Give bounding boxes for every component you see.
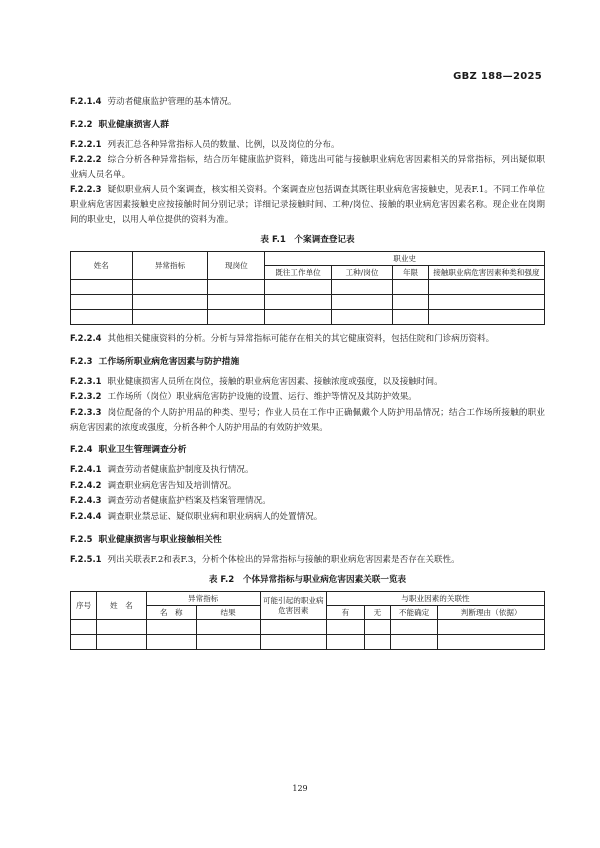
t2-header-item: 名 称: [146, 606, 196, 620]
standard-number: GBZ 188—2025: [453, 71, 542, 82]
clause-f251: F.2.5.1 列出关联表F.2和表F.3，分析个体检出的异常指标与接触的职业病危害因素是否存在关联性。: [70, 553, 460, 565]
clause-f243: F.2.4.3 调查劳动者健康监护档案及档案管理情况。: [70, 495, 271, 507]
clause-f224: F.2.2.4 其他相关健康资料的分析。分析与异常指标可能存在相关的其它健康资料，包括住院和门诊病历资料。: [70, 333, 495, 345]
t2-header-reason: 判断理由（依据）: [438, 606, 545, 620]
table-row: [71, 620, 545, 635]
table-row: [71, 310, 545, 325]
t2-header-result: 结果: [196, 606, 260, 620]
page-number: 129: [292, 784, 308, 793]
t2-header-factor: 可能引起的职业病危害因素: [260, 592, 326, 620]
clause-f221: F.2.2.1 列表汇总各种异常指标人员的数量、比例，以及岗位的分布。: [70, 138, 340, 150]
section-f23-heading: F.2.3 工作场所职业病危害因素与防护措施: [70, 355, 240, 367]
document-body: [70, 94, 545, 650]
t1-header-abnormal: 异常指标: [132, 252, 208, 280]
clause-f244: F.2.4.4 调查职业禁忌证、疑似职业病和职业病病人的处置情况。: [70, 510, 323, 522]
clause-f242: F.2.4.2 调查职业病危害告知及培训情况。: [70, 479, 237, 491]
t1-header-years: 年限: [393, 266, 429, 280]
clause-f232: F.2.3.2 工作场所（岗位）职业病危害防护设施的设置、运行、维护等情况及其防护效果。: [70, 391, 417, 403]
t2-header-name: 姓 名: [97, 592, 147, 620]
clause-f222: F.2.2.2 综合分析各种异常指标，结合历年健康监护资料，筛选出可能与接触职业病危害因素相关的异常指标，列出疑似职业病人员名单。: [70, 154, 545, 180]
table-f2: [70, 591, 545, 650]
t2-header-abnormal: 异常指标: [146, 592, 260, 606]
t2-header-no-relation: 无: [364, 606, 390, 620]
t1-header-factors: 接触职业病危害因素种类和强度: [428, 266, 544, 280]
clause-f223: F.2.2.3 疑似职业病人员个案调查，核实相关资料。个案调查应包括调查其既往职业病危害接触史，见表F.1。不同工作单位职业病危害因素接触史应按接触时间分别记录；详细记录接触时间、工种/岗位、接触的职业病危害因素名称。现企业在岗期间的职业史，以用人单位提供的资料为准。: [70, 184, 545, 225]
table-f1-caption: 表 F.1 个案调查登记表: [260, 235, 355, 246]
t1-header-name: 姓名: [71, 252, 133, 280]
clause-f233: F.2.3.3 岗位配备的个人防护用品的种类、型号；作业人员在工作中正确佩戴个人防护用品情况；结合工作场所接触的职业病危害因素的浓度或强度，分析各种个人防护用品的有效防护效果。: [70, 406, 545, 433]
t1-header-post: 现岗位: [208, 252, 265, 280]
t1-header-prev-unit: 既往工作单位: [265, 266, 331, 280]
table-row: [71, 635, 545, 650]
table-row: [71, 280, 545, 295]
clause-f241: F.2.4.1 调查劳动者健康监护制度及执行情况。: [70, 464, 254, 476]
t2-header-uncertain: 不能确定: [390, 606, 437, 620]
t2-header-yes: 有: [326, 606, 364, 620]
table-row: [71, 295, 545, 310]
section-f25-heading: F.2.5 职业健康损害与职业接触相关性: [70, 533, 222, 545]
t1-header-job: 工种/岗位: [331, 266, 393, 280]
table-f2-caption: 表 F.2 个体异常指标与职业病危害因素关联一览表: [208, 575, 407, 586]
table-f1: [70, 251, 545, 325]
t1-header-history: 职业史: [265, 252, 545, 266]
section-f22-heading: F.2.2 职业健康损害人群: [70, 118, 169, 130]
clause-f231: F.2.3.1 职业健康损害人员所在岗位，接触的职业病危害因素、接触浓度或强度，以及接触时间。: [70, 375, 443, 387]
t2-header-relation: 与职业因素的关联性: [326, 592, 544, 606]
section-f24-heading: F.2.4 职业卫生管理调查分析: [70, 444, 187, 456]
t2-header-no: 序号: [71, 592, 97, 620]
clause-f214: F.2.1.4 劳动者健康监护管理的基本情况。: [70, 96, 237, 107]
